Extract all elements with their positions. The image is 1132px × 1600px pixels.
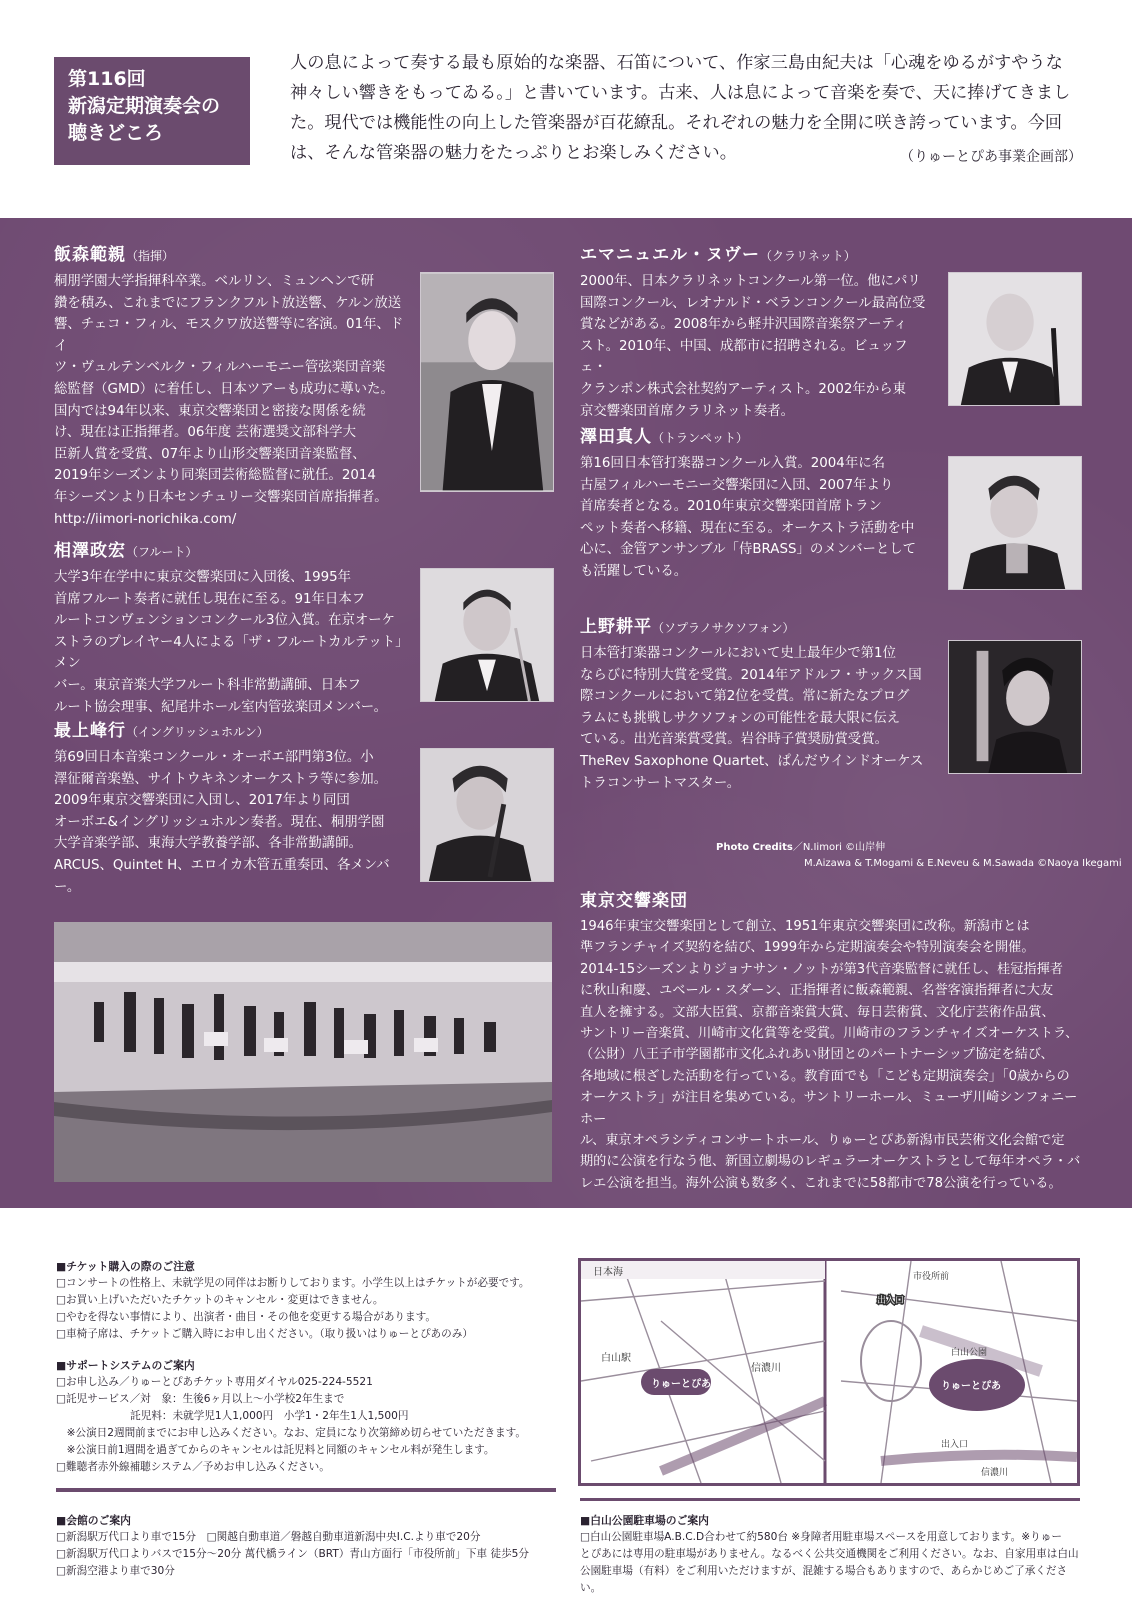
map-venue-label-2: りゅーとぴあ xyxy=(941,1381,1001,1392)
profile-role: （イングリッシュホルン） xyxy=(126,725,269,739)
profile-bio: 1946年東宝交響楽団として創立、1951年東京交響楽団に改称。新潟市とは 準フランチャイズ契約を結び、1999年から定期演奏会や特別演奏会を開催。 2014-15シーズンよりジョナサン・ノットが第3代音楽監督に就任し、桂冠指揮者 に秋山和慶、ユベール・スダーン、正指揮者に飯森範親、名誉客演指揮者に大友 直人を擁する。文部大臣賞、京都音楽賞大賞、毎日芸術賞、文化庁芸術作品賞、 サントリー音楽賞、川崎市文化賞等を受賞。川崎市のフランチャイズオーケストラ、 （公財）八王子市学園都市文化ふれあい財団とのパートナーシップ協定を結び、 各地域に根ざした活動を行っている。教育面でも「こども定期演奏会」「0歳からの オーケストラ」が注目を集めている。サントリーホール、ミューザ川崎シンフォニーホー ル、東京オペラシティコンサートホール、りゅーとぴあ新潟市民芸術文化会館で定 期的に公演を行なう他、新国立劇場のレギュラーオーケストラとして毎年オペラ・バ レエ公演を担当。海外公演も数多く、これまでに58都市で78公演を行っている。 xyxy=(580,919,1081,1191)
access-body: □新潟駅万代口より車で15分 □関越自動車道／磐越自動車道新潟中央I.C.より車で20分 □新潟駅万代口よりバスで15分～20分 萬代橋ライン（BRT）青山方面行「市役所前」下車 徒歩5分 □新潟空港より車で30分 xyxy=(56,1531,530,1577)
photo-credits-label: Photo Credits xyxy=(716,842,793,853)
intro-credit: （りゅーとぴあ事業企画部） xyxy=(900,149,1082,165)
photo-neveu xyxy=(948,272,1082,406)
badge-line-3: 聴きどころ xyxy=(68,122,164,144)
orchestra-photo xyxy=(54,922,552,1182)
profile-name: エマニュエル・ヌヴー xyxy=(580,245,760,265)
notes-section xyxy=(56,1258,556,1476)
ticket-title: ■チケット購入の際のご注意 xyxy=(56,1260,195,1273)
photo-ueno xyxy=(948,640,1082,774)
access-section xyxy=(56,1512,556,1580)
portrait-image xyxy=(421,569,553,701)
portrait-image xyxy=(421,749,553,881)
map-image xyxy=(581,1261,1077,1483)
photo-iimori xyxy=(420,272,554,492)
profile-name: 最上峰行 xyxy=(54,721,126,741)
profile-name: 上野耕平 xyxy=(580,617,652,637)
profile-role: （フルート） xyxy=(126,545,198,559)
photo-aizawa xyxy=(420,568,554,702)
support-body: □お申し込み／りゅーとぴあチケット専用ダイヤル025-224-5521 □託児サービス／対 象：生後6ヶ月以上～小学校2年生まで 託児料：未就学児1人1,000円 小学1・2年生1人1,500円 ※公演日2週間前までにお申し込みください。なお、定員になり次第締め切らせていただきます。 ※公演日前1週間を過ぎてからのキャンセルは託児料と同額のキャンセル料が発生します。 □難聴者赤外線補聴システム／予めお申し込みください。 xyxy=(56,1376,526,1473)
map-sea-label: 日本海 xyxy=(593,1267,623,1278)
map-river-label-2: 信濃川 xyxy=(981,1468,1009,1478)
map-entrance-label: 出入口 xyxy=(877,1296,905,1306)
intro-text: 人の息によって奏する最も原始的な楽器、石笛について、作家三島由紀夫は「心魂をゆるがすやうな神々しい響きをもってゐる。」と書いています。古来、人は息によって音楽を奏で、天に捧げてきました。現代では機能性の向上した管楽器が百花繚乱。それぞれの魅力を全開に咲き誇っています。今回は、そんな管楽器の魅力をたっぷりとお楽しみください。 xyxy=(290,53,1071,163)
profile-mogami xyxy=(54,718,414,898)
profile-iimori xyxy=(54,242,414,530)
portrait-image xyxy=(421,273,553,491)
badge-line-2: 新潟定期演奏会の xyxy=(68,95,221,117)
profile-bio: 2000年、日本クラリネットコンクール第一位。他にパリ 国際コンクール、レオナルド・ベランコンクール最高位受 賞などがある。2008年から軽井沢国際音楽祭アーティ スト。2010年、中国、成都市に招聘される。ビュッフェ・ クランポン株式会社契約アーティスト。2002年から東 京交響楽団首席クラリネット奏者。 xyxy=(580,274,926,419)
profile-name: 飯森範親 xyxy=(54,245,126,265)
photo-credits-line-2: M.Aizawa & T.Mogami & E.Neveu & M.Sawada ©Naoya Ikegami xyxy=(804,858,1122,869)
divider-left xyxy=(56,1488,556,1492)
badge-line-1: 第116回 xyxy=(68,68,146,90)
profile-aizawa xyxy=(54,538,414,718)
portrait-image xyxy=(949,273,1081,405)
support-title: ■サポートシステムのご案内 xyxy=(56,1359,195,1372)
profile-name: 相澤政宏 xyxy=(54,541,126,561)
map-station-label: 白山駅 xyxy=(601,1353,631,1364)
profile-neveu xyxy=(580,242,930,422)
access-map[interactable] xyxy=(578,1258,1080,1486)
photo-credits xyxy=(716,840,1122,872)
profile-role: （トランペット） xyxy=(652,431,749,445)
profile-bio: 日本管打楽器コンクールにおいて史上最年少で第1位 ならびに特別大賞を受賞。2014年アドルフ・サックス国 際コンクールにおいて第2位を受賞。常に新たなプログ ラムにも挑戦しサクソフォンの可能性を最大限に伝え ている。出光音楽賞受賞。岩谷時子賞奨励賞受賞。 TheRev Saxophone Quartet、ぱんだウインドオーケス トラコンサートマスター。 xyxy=(580,646,924,791)
profile-tso xyxy=(580,888,1090,1194)
profile-bio: 第16回日本管打楽器コンクール入賞。2004年に名 古屋フィルハーモニー交響楽団に入団、2007年より 首席奏者となる。2010年東京交響楽団首席トラン ペット奏者へ移籍、現在に至る。オーケストラ活動を中 心に、金管アンサンブル「侍BRASS」のメンバーとして も活躍している。 xyxy=(580,456,917,579)
map-venue-label: りゅーとぴあ xyxy=(651,1379,711,1390)
program-badge xyxy=(54,57,250,165)
profile-role: （クラリネット） xyxy=(760,249,856,263)
profile-sawada xyxy=(580,424,930,583)
map-cityhall-label: 市役所前 xyxy=(913,1272,950,1282)
profile-ueno xyxy=(580,614,930,794)
portrait-image xyxy=(949,457,1081,589)
map-exit-label: 出入口 xyxy=(941,1440,969,1450)
photo-mogami xyxy=(420,748,554,882)
map-park-label: 白山公園 xyxy=(951,1348,988,1358)
profile-bio: 第69回日本音楽コンクール・オーボエ部門第3位。小 澤征爾音楽塾、サイトウキネンオーケストラ等に参加。 2009年東京交響楽団に入団し、2017年より同団 オーボエ&イングリッシュホルン奏者。現在、桐朋学園 大学音楽学部、東海大学教養学部、各非常勤講師。 ARCUS、Quintet H、エロイカ木管五重奏団、各メンバー。 xyxy=(54,750,390,895)
profile-role: （ソプラノサクソフォン） xyxy=(652,621,795,635)
map-river-label: 信濃川 xyxy=(751,1363,781,1374)
photo-credits-line-1: ／N.Iimori ©山岸伸 xyxy=(792,842,886,853)
parking-section xyxy=(580,1512,1080,1597)
parking-body: □白山公園駐車場A.B.C.D合わせて約580台 ※身障者用駐車場スペースを用意しております。※りゅー とぴあには専用の駐車場がありません。なるべく公共交通機関をご利用ください。なお、自家用車は白山 公園駐車場（有料）をご利用いただけますが、混雑する場合もありますので、あらかじめご了承ください。 xyxy=(580,1531,1079,1594)
profile-bio: 桐朋学園大学指揮科卒業。ベルリン、ミュンヘンで研 鑽を積み、これまでにフランクフルト放送響、ケルン放送 響、チェコ・フィル、モスクワ放送響等に客演。01年、ドイ ツ・ヴュルテンベルク・フィルハーモニー管弦楽団音楽 総監督（GMD）に着任し、日本ツアーも成功に導いた。 国内では94年以来、東京交響楽団と密接な関係を続 け、現在は正指揮者。06年度 芸術選奨文部科学大 臣新人賞を受賞、07年より山形交響楽団音楽監督、 2019年シーズンより同楽団芸術総監督に就任。2014 年シーズンより日本センチュリー交響楽団首席指揮者。 http://iimori-norichika.com/ xyxy=(54,274,404,527)
parking-title: ■白山公園駐車場のご案内 xyxy=(580,1514,709,1527)
access-title: ■会館のご案内 xyxy=(56,1514,131,1527)
profile-role: （指揮） xyxy=(126,249,175,263)
profile-name: 東京交響楽団 xyxy=(580,891,688,911)
profile-bio: 大学3年在学中に東京交響楽団に入団後、1995年 首席フルート奏者に就任し現在に至る。91年日本フ ルートコンヴェンションコンクール3位入賞。在京オーケ ストラのプレイヤー4人による「ザ・フルートカルテット」メン バー。東京音楽大学フルート科非常勤講師、日本フ ルート協会理事、紀尾井ホール室内管弦楽団メンバー。 xyxy=(54,570,409,715)
profile-name: 澤田真人 xyxy=(580,427,652,447)
orchestra-image xyxy=(54,922,552,1182)
divider-right xyxy=(580,1498,1080,1501)
photo-sawada xyxy=(948,456,1082,590)
portrait-image xyxy=(949,641,1081,773)
ticket-body: □コンサートの性格上、未就学児の同伴はお断りしております。小学生以上はチケットが必要です。 □お買い上げいただいたチケットのキャンセル・変更はできません。 □やむを得ない事情により、出演者・曲目・その他を変更する場合があります。 □車椅子席は、チケットご購入時にお申し出ください。（取り扱いはりゅーとぴあのみ） xyxy=(56,1277,530,1340)
